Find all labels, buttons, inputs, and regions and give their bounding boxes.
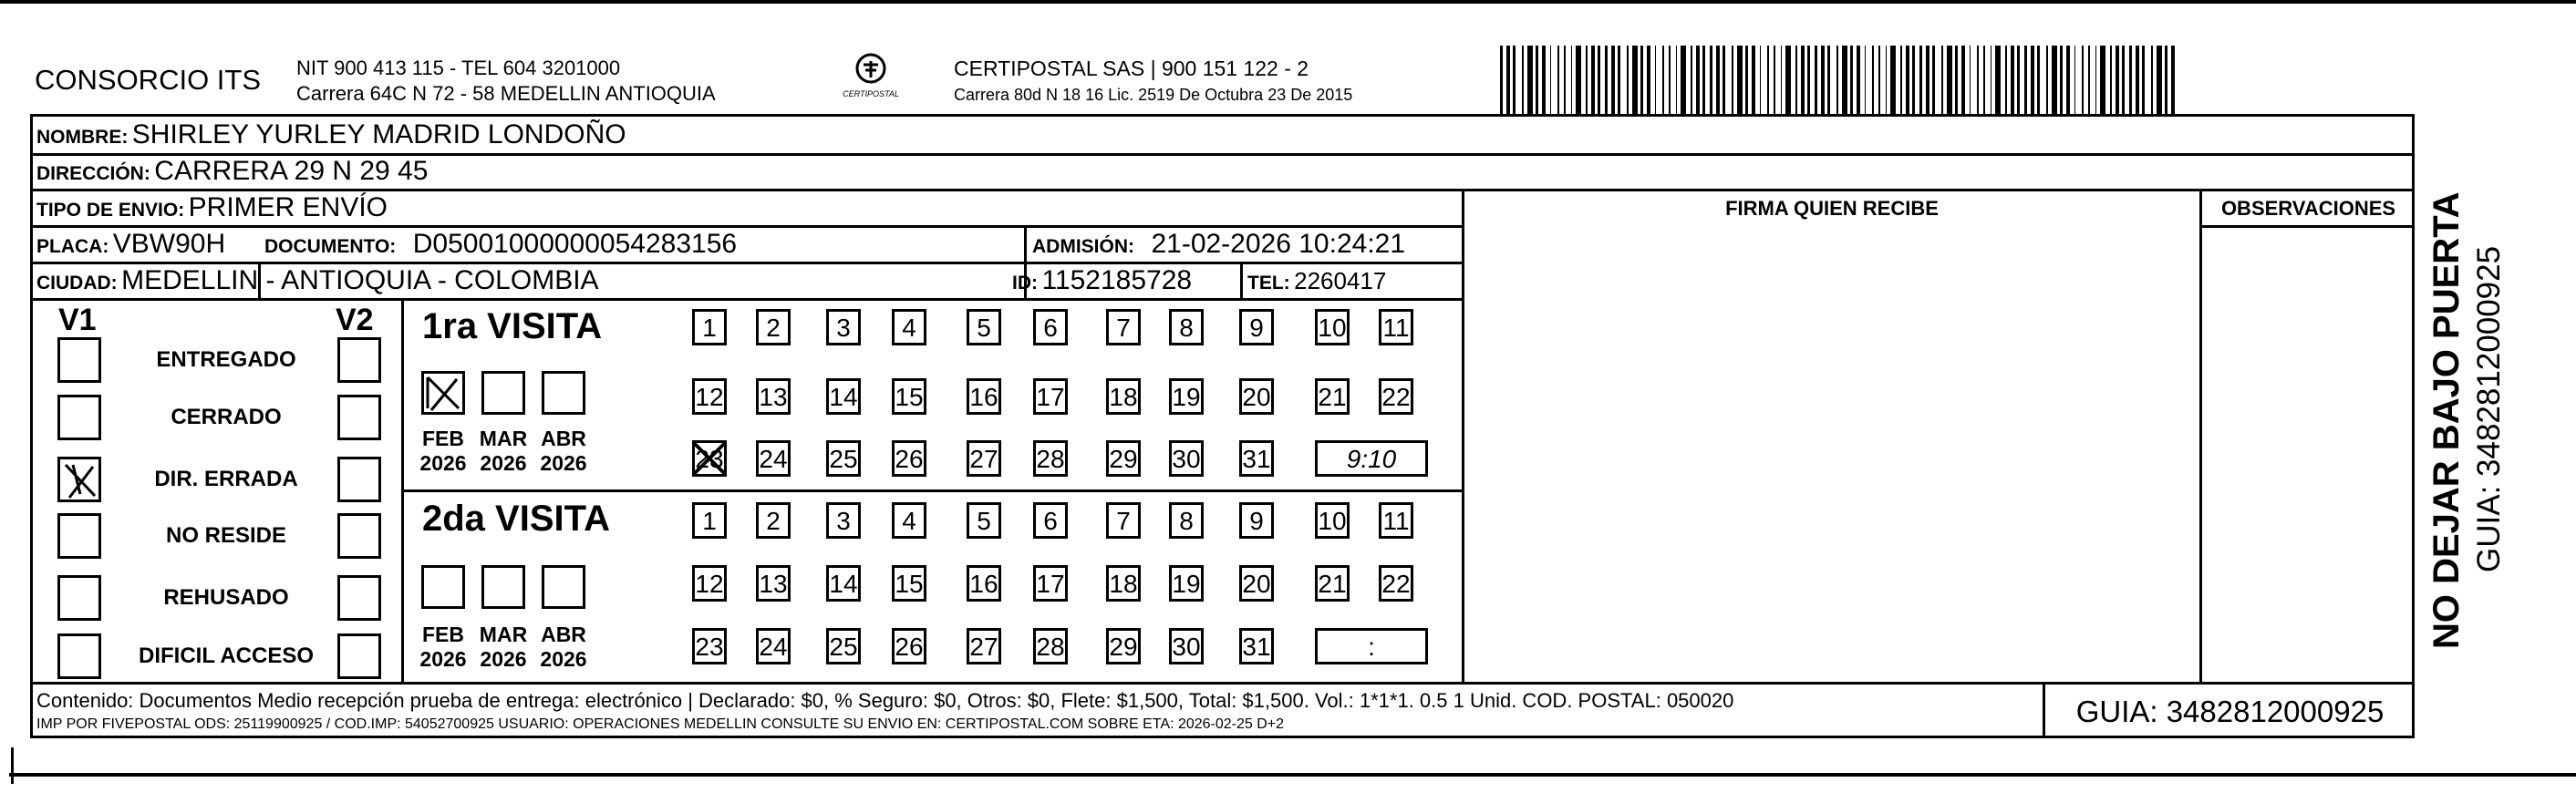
barcode-bar xyxy=(1732,46,1733,114)
barcode-bar xyxy=(1781,46,1782,114)
day-box[interactable]: 13 xyxy=(756,565,791,602)
barcode-bar xyxy=(1850,46,1853,114)
barcode-bar xyxy=(1767,46,1769,114)
v1-checkbox[interactable] xyxy=(57,395,101,440)
barcode-bar xyxy=(2116,46,2119,114)
v2-checkbox[interactable] xyxy=(337,395,381,440)
footer-line xyxy=(30,682,2415,685)
month-year: 2026 xyxy=(540,451,587,475)
day-box[interactable]: 5 xyxy=(967,502,1001,539)
barcode-bar xyxy=(1611,46,1615,114)
month-name: FEB xyxy=(422,623,464,646)
month-year: 2026 xyxy=(419,451,467,475)
barcode-bar xyxy=(1716,46,1720,114)
barcode-bar xyxy=(1557,46,1559,114)
barcode-bar xyxy=(1801,46,1805,114)
day-box[interactable]: 3 xyxy=(826,309,861,345)
visit-divider xyxy=(401,489,1462,492)
month-label xyxy=(414,427,472,476)
day-box[interactable]: 11 xyxy=(1379,309,1413,345)
city-label: CIUDAD: xyxy=(36,273,118,294)
certipostal-line2: Carrera 80d N 18 16 Lic. 2519 De Octubra 23 De 2015 xyxy=(954,86,1353,104)
v2-checkbox[interactable] xyxy=(337,633,381,679)
day-box[interactable]: 17 xyxy=(1033,565,1068,602)
month-checkbox[interactable] xyxy=(421,371,465,415)
day-box[interactable]: 9 xyxy=(1239,309,1274,345)
v1-header: V1 xyxy=(58,303,97,337)
company-address: Carrera 64C N 72 - 58 MEDELLIN ANTIOQUIA xyxy=(296,82,716,105)
admission-cell xyxy=(1032,229,1405,260)
barcode-bar xyxy=(1737,46,1743,114)
barcode-bar xyxy=(1681,46,1686,114)
v2-checkbox[interactable] xyxy=(337,513,381,559)
barcode-bar xyxy=(1760,46,1761,114)
v2-checkbox[interactable] xyxy=(337,575,381,621)
barcode-bar xyxy=(2095,46,2096,114)
day-box[interactable]: 5 xyxy=(967,309,1001,345)
barcode-bar xyxy=(1955,46,1958,114)
day-box[interactable]: 8 xyxy=(1169,502,1204,539)
month-checkbox[interactable] xyxy=(481,565,525,609)
day-box[interactable]: 26 xyxy=(892,440,926,477)
day-box[interactable]: 16 xyxy=(967,378,1001,415)
barcode-bar xyxy=(1571,46,1572,114)
month-year: 2026 xyxy=(540,647,587,671)
id-label: ID: xyxy=(1012,273,1038,294)
barcode-bar xyxy=(1795,46,1797,114)
row-line xyxy=(30,225,1462,228)
barcode-bar xyxy=(1807,46,1810,114)
recipient-address: CARRERA 29 N 29 45 xyxy=(154,156,429,186)
row-line xyxy=(2199,225,2415,228)
barcode-bar xyxy=(1890,46,1896,114)
barcode-bar xyxy=(2142,46,2145,114)
barcode-bar xyxy=(2129,46,2132,114)
barcode-bar xyxy=(2171,46,2175,114)
day-box[interactable]: 10 xyxy=(1315,309,1350,345)
month-label xyxy=(414,623,472,672)
day-box[interactable]: 16 xyxy=(967,565,1001,602)
id-cell xyxy=(1012,265,1192,296)
tel-cell xyxy=(1247,267,1386,295)
status-label: DIR. ERRADA xyxy=(154,467,298,491)
v2-header: V2 xyxy=(336,303,374,337)
bottom-edge xyxy=(9,773,2576,777)
observations-header: OBSERVACIONES xyxy=(2220,197,2396,220)
barcode-bar xyxy=(1640,46,1643,114)
barcode-bar xyxy=(1857,46,1860,114)
barcode-bar xyxy=(2157,46,2162,114)
barcode-bar xyxy=(1536,46,1538,114)
barcode-bar xyxy=(1710,46,1712,114)
id-value: 1152185728 xyxy=(1041,265,1193,295)
barcode-bar xyxy=(2066,46,2070,114)
col-line xyxy=(2199,189,2202,682)
v2-checkbox[interactable] xyxy=(337,337,381,383)
day-box[interactable]: 15 xyxy=(892,378,926,415)
status-label: NO RESIDE xyxy=(165,523,287,548)
row-line xyxy=(30,262,1462,264)
month-name: MAR xyxy=(479,623,528,646)
barcode-bar xyxy=(1513,46,1516,114)
barcode-bar xyxy=(1865,46,1866,114)
day-box[interactable]: 28 xyxy=(1033,628,1068,664)
barcode-bar xyxy=(1774,46,1775,114)
barcode-bar xyxy=(2165,46,2167,114)
col-line xyxy=(1240,262,1243,298)
visit-time-box[interactable]: 9:10 xyxy=(1315,440,1428,477)
barcode-bar xyxy=(1961,46,1965,114)
name-row xyxy=(36,119,626,150)
barcode-bar xyxy=(1977,46,1979,114)
barcode-bar xyxy=(1919,46,1922,114)
document-label: DOCUMENTO: xyxy=(264,236,397,257)
company-name: CONSORCIO ITS xyxy=(35,64,262,96)
document-value: D05001000000054283156 xyxy=(412,229,738,259)
day-box[interactable]: 2 xyxy=(756,502,791,539)
barcode-bar xyxy=(1527,46,1533,114)
barcode-bar xyxy=(2100,46,2105,114)
day-box[interactable]: 17 xyxy=(1033,378,1068,415)
day-box[interactable]: 31 xyxy=(1239,440,1274,477)
barcode-bar xyxy=(1702,46,1705,114)
top-border xyxy=(0,0,2576,4)
barcode-bar xyxy=(1906,46,1909,114)
month-checkbox[interactable] xyxy=(542,371,585,415)
barcode-bar xyxy=(2005,46,2007,114)
month-checkbox[interactable] xyxy=(421,565,465,609)
logo-icon xyxy=(853,52,889,85)
barcode-bar xyxy=(2122,46,2125,114)
admission-label: ADMISIÓN: xyxy=(1032,236,1134,257)
day-box[interactable]: 4 xyxy=(892,309,926,345)
day-box[interactable]: 21 xyxy=(1315,565,1350,602)
barcode-bar xyxy=(1618,46,1620,114)
day-box[interactable]: 30 xyxy=(1169,628,1204,664)
barcode-bar xyxy=(1947,46,1952,114)
day-box[interactable]: 6 xyxy=(1033,309,1068,345)
footer-content: Contenido: Documentos Medio recepción prueba de entrega: electrónico | Declarado: $0, % Seguro: $0, Otros: $0, Flete: $1,500, Total: $1,500. Vol.: 1*1*1. 0.5 1 Unid. COD. POSTAL: 050020 xyxy=(36,689,1734,712)
day-box[interactable]: 20 xyxy=(1239,378,1274,415)
barcode-bar xyxy=(2151,46,2153,114)
day-box[interactable]: 27 xyxy=(967,628,1001,664)
barcode-bar xyxy=(1691,46,1692,114)
day-box[interactable]: 18 xyxy=(1106,378,1141,415)
barcode-bar xyxy=(1836,46,1838,114)
barcode-bar xyxy=(1696,46,1700,114)
row-line xyxy=(30,189,2415,191)
month-year: 2026 xyxy=(480,647,527,671)
barcode-bar xyxy=(1932,46,1935,114)
month-name: FEB xyxy=(422,427,464,450)
status-label: CERRADO xyxy=(171,405,282,429)
day-box[interactable]: 3 xyxy=(826,502,861,539)
day-box[interactable]: 22 xyxy=(1379,378,1413,415)
barcode-bar xyxy=(1647,46,1650,114)
barcode-bar xyxy=(1745,46,1748,114)
day-box[interactable]: 12 xyxy=(692,565,727,602)
day-box[interactable]: 18 xyxy=(1106,565,1141,602)
barcode-bar xyxy=(2082,46,2084,114)
barcode-bar xyxy=(2046,46,2048,114)
month-name: MAR xyxy=(479,427,528,450)
v1-checkbox[interactable] xyxy=(57,513,101,559)
left-edge xyxy=(11,747,14,784)
document-cell xyxy=(264,229,737,260)
side-guia: GUIA: 3482812000925 xyxy=(2471,245,2507,572)
barcode-bar xyxy=(1506,46,1510,114)
month-label xyxy=(534,427,593,476)
city-value: MEDELLIN - ANTIOQUIA - COLOMBIA xyxy=(121,265,599,295)
day-box[interactable]: 24 xyxy=(756,440,791,477)
first-visit-title: 1ra VISITA xyxy=(422,306,603,346)
month-label xyxy=(474,623,533,672)
barcode-bar xyxy=(1995,46,2001,114)
barcode-bar xyxy=(1564,46,1566,114)
side-warning: NO DEJAR BAJO PUERTA xyxy=(2426,191,2467,649)
barcode-bar xyxy=(1912,46,1915,114)
tel-value: 2260417 xyxy=(1294,267,1387,294)
v1-checkbox[interactable] xyxy=(57,457,101,502)
day-box[interactable]: 22 xyxy=(1379,565,1413,602)
barcode-bar xyxy=(1926,46,1929,114)
barcode-bar xyxy=(1655,46,1656,114)
signature-header: FIRMA QUIEN RECIBE xyxy=(1725,197,1939,220)
name-label: NOMBRE: xyxy=(36,127,129,148)
barcode-bar xyxy=(2088,46,2090,114)
ship-type: PRIMER ENVÍO xyxy=(188,192,388,222)
barcode-bar xyxy=(1900,46,1902,114)
row-line xyxy=(30,298,1462,301)
barcode-bar xyxy=(1500,46,1503,114)
tel-label: TEL: xyxy=(1247,273,1290,294)
barcode-bar xyxy=(1598,46,1600,114)
barcode-bar xyxy=(2011,46,2014,114)
barcode-bar xyxy=(2037,46,2040,114)
day-box[interactable]: 2 xyxy=(756,309,791,345)
day-box[interactable]: 29 xyxy=(1106,628,1141,664)
barcode-bar xyxy=(2031,46,2034,114)
barcode-bar xyxy=(1586,46,1588,114)
day-box[interactable]: 27 xyxy=(967,440,1001,477)
status-label: REHUSADO xyxy=(163,585,289,610)
barcode-bar xyxy=(1970,46,1971,114)
barcode-bar xyxy=(1878,46,1880,114)
barcode-bar xyxy=(2024,46,2027,114)
certipostal-logo xyxy=(834,52,907,107)
company-nit: NIT 900 413 115 - TEL 604 3201000 xyxy=(296,57,621,79)
ship-row xyxy=(36,192,388,223)
barcode-bar xyxy=(2074,46,2075,114)
v2-checkbox[interactable] xyxy=(337,457,381,502)
day-box[interactable]: 20 xyxy=(1239,565,1274,602)
check-mark-icon xyxy=(424,374,462,412)
barcode-bar xyxy=(1662,46,1664,114)
barcode-bar xyxy=(1676,46,1677,114)
day-box[interactable]: 14 xyxy=(826,378,861,415)
barcode-bar xyxy=(1669,46,1671,114)
certipostal-line1: CERTIPOSTAL SAS | 900 151 122 - 2 xyxy=(954,57,1309,80)
barcode-bar xyxy=(1522,46,1524,114)
day-box[interactable]: 28 xyxy=(1033,440,1068,477)
day-box[interactable]: 23 xyxy=(692,440,727,477)
day-box[interactable]: 30 xyxy=(1169,440,1204,477)
address-label: DIRECCIÓN: xyxy=(36,163,150,184)
day-box[interactable]: 1 xyxy=(692,309,727,345)
month-name: ABR xyxy=(541,623,586,646)
day-box[interactable]: 26 xyxy=(892,628,926,664)
day-box[interactable]: 15 xyxy=(892,565,926,602)
city-cell xyxy=(36,265,599,296)
plate-value: VBW90H xyxy=(112,229,226,259)
day-box[interactable]: 8 xyxy=(1169,309,1204,345)
barcode-bar xyxy=(2110,46,2112,114)
day-box[interactable]: 4 xyxy=(892,502,926,539)
status-label: ENTREGADO xyxy=(156,347,296,372)
day-box[interactable]: 19 xyxy=(1169,378,1204,415)
barcode-bar xyxy=(1752,46,1755,114)
day-box[interactable]: 12 xyxy=(692,378,727,415)
day-box[interactable]: 31 xyxy=(1239,628,1274,664)
address-row xyxy=(36,156,428,187)
day-box[interactable]: 13 xyxy=(756,378,791,415)
v1-checkbox[interactable] xyxy=(57,337,101,383)
barcode-bar xyxy=(1941,46,1943,114)
barcode-bar xyxy=(1821,46,1825,114)
second-visit-title: 2da VISITA xyxy=(422,499,610,539)
month-name: ABR xyxy=(541,427,586,450)
visit-time-box[interactable]: : xyxy=(1315,628,1428,664)
barcode-bar xyxy=(1815,46,1817,114)
admission-value: 21-02-2026 10:24:21 xyxy=(1151,229,1406,259)
barcode-bar xyxy=(1785,46,1791,114)
month-year: 2026 xyxy=(480,451,527,475)
day-box[interactable]: 6 xyxy=(1033,502,1068,539)
day-box[interactable]: 7 xyxy=(1106,502,1141,539)
barcode-bar xyxy=(1627,46,1629,114)
barcode-bar xyxy=(1550,46,1551,114)
barcode-bar xyxy=(1872,46,1874,114)
day-box[interactable]: 24 xyxy=(756,628,791,664)
barcode-bar xyxy=(2052,46,2057,114)
barcode-bar xyxy=(1542,46,1546,114)
day-box[interactable]: 25 xyxy=(826,440,861,477)
day-box[interactable]: 9 xyxy=(1239,502,1274,539)
month-label xyxy=(534,623,593,672)
col-line xyxy=(1462,189,1464,682)
barcode-bar xyxy=(1605,46,1608,114)
barcode xyxy=(1500,46,2179,114)
plate-cell xyxy=(36,229,225,260)
barcode-bar xyxy=(1886,46,1887,114)
month-label xyxy=(474,427,533,476)
day-box[interactable]: 25 xyxy=(826,628,861,664)
day-box[interactable]: 29 xyxy=(1106,440,1141,477)
day-box[interactable]: 23 xyxy=(692,628,727,664)
month-checkbox[interactable] xyxy=(481,371,525,415)
day-box[interactable]: 11 xyxy=(1379,502,1413,539)
footer-imp: IMP POR FIVEPOSTAL ODS: 25119900925 / COD.IMP: 54052700925 USUARIO: OPERACIONES MEDELLIN CONSULTE SU ENVIO EN: CERTIPOSTAL.COM SOBRE ETA: 2026-02-25 D+2 xyxy=(36,716,1285,732)
day-box[interactable]: 10 xyxy=(1315,502,1350,539)
day-box[interactable]: 7 xyxy=(1106,309,1141,345)
status-label: DIFICIL ACCESO xyxy=(138,644,314,668)
barcode-bar xyxy=(1842,46,1847,114)
day-box[interactable]: 1 xyxy=(692,502,727,539)
day-box[interactable]: 21 xyxy=(1315,378,1350,415)
barcode-bar xyxy=(2060,46,2063,114)
barcode-bar xyxy=(2017,46,2020,114)
plate-label: PLACA: xyxy=(36,236,109,257)
month-year: 2026 xyxy=(419,647,467,671)
check-mark-icon xyxy=(60,459,98,499)
barcode-bar xyxy=(2136,46,2139,114)
logo-text: CERTIPOSTAL xyxy=(843,89,899,98)
month-checkbox[interactable] xyxy=(542,565,585,609)
recipient-name: SHIRLEY YURLEY MADRID LONDOÑO xyxy=(131,119,626,149)
v1-checkbox[interactable] xyxy=(57,575,101,621)
footer-guia: GUIA: 3482812000925 xyxy=(2075,695,2385,728)
ship-label: TIPO DE ENVIO: xyxy=(36,200,185,221)
barcode-bar xyxy=(1576,46,1581,114)
barcode-bar xyxy=(1827,46,1830,114)
day-box[interactable]: 14 xyxy=(826,565,861,602)
barcode-bar xyxy=(1723,46,1725,114)
barcode-bar xyxy=(1983,46,1985,114)
barcode-bar xyxy=(1632,46,1638,114)
barcode-bar xyxy=(1591,46,1595,114)
day-box[interactable]: 19 xyxy=(1169,565,1204,602)
v1-checkbox[interactable] xyxy=(57,633,101,679)
